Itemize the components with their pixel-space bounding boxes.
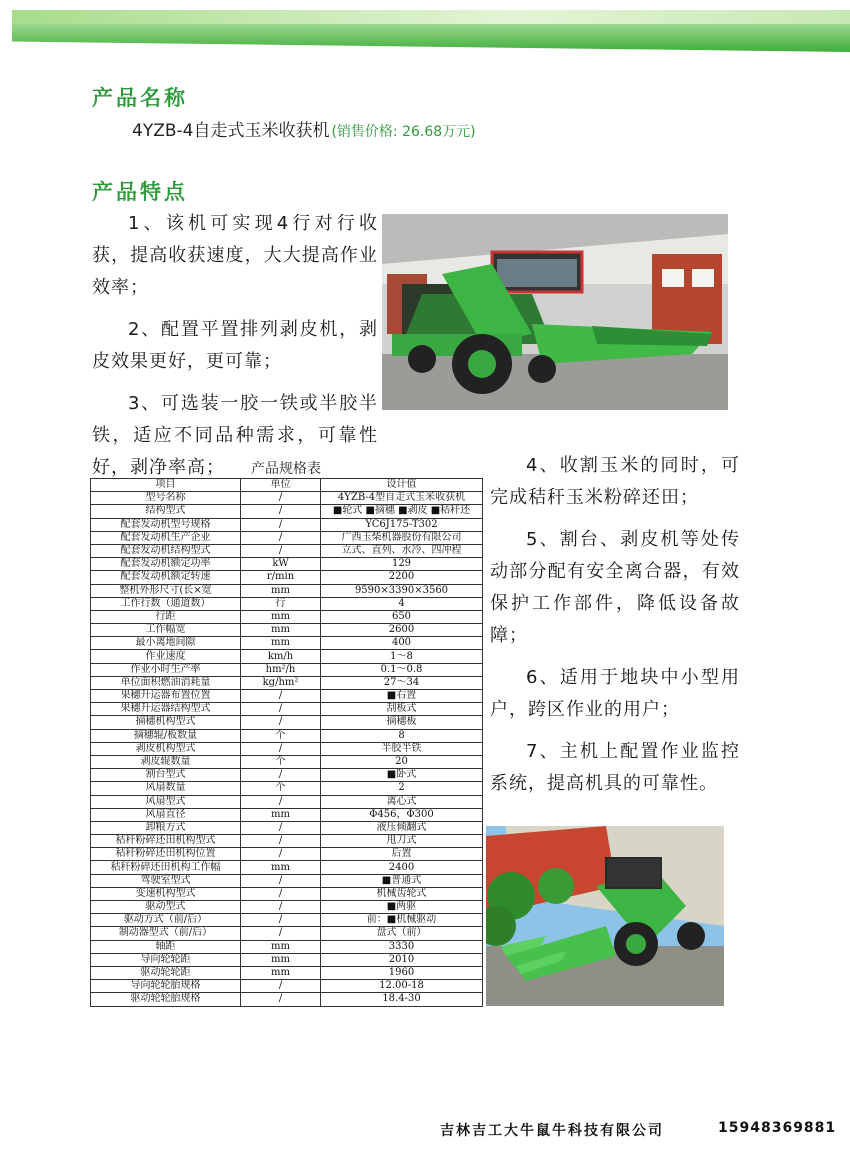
spec-value: 2200 [321, 571, 483, 584]
spec-table-header-unit: 单位 [241, 479, 321, 492]
spec-item: 最小离地间隙 [91, 637, 241, 650]
spec-value: 18.4-30 [321, 993, 483, 1006]
spec-table-row [91, 755, 483, 768]
spec-item: 单位面积燃油消耗量 [91, 676, 241, 689]
spec-table-row [91, 729, 483, 742]
spec-unit: 个 [241, 782, 321, 795]
spec-unit: mm [241, 861, 321, 874]
spec-unit: 个 [241, 729, 321, 742]
spec-item: 秸秆粉碎还田机构工作幅 [91, 861, 241, 874]
spec-table-row [91, 914, 483, 927]
spec-table-row [91, 848, 483, 861]
spec-value: ■卧式 [321, 769, 483, 782]
spec-unit: / [241, 518, 321, 531]
features-heading: 产品特点 [92, 180, 188, 204]
spec-value: 2400 [321, 861, 483, 874]
spec-table-row [91, 492, 483, 505]
spec-value: 前：■机械驱动 [321, 914, 483, 927]
spec-unit: 行 [241, 597, 321, 610]
spec-table-row [91, 993, 483, 1006]
spec-unit: mm [241, 624, 321, 637]
spec-value: 4YZB-4型自走式玉米收获机 [321, 492, 483, 505]
spec-item: 作业速度 [91, 650, 241, 663]
spec-unit: / [241, 927, 321, 940]
features-list-left [92, 208, 378, 494]
spec-table-row [91, 769, 483, 782]
spec-unit: / [241, 821, 321, 834]
spec-value: Φ456，Φ300 [321, 808, 483, 821]
spec-table-row [91, 966, 483, 979]
spec-item: 摘穗辊/板数量 [91, 729, 241, 742]
spec-item: 型号名称 [91, 492, 241, 505]
spec-item: 驾驶室型式 [91, 874, 241, 887]
feature-item: 6、适用于地块中小型用户，跨区作业的用户； [490, 667, 740, 720]
spec-unit: / [241, 769, 321, 782]
spec-unit: / [241, 835, 321, 848]
spec-item: 驱动轮轮距 [91, 966, 241, 979]
spec-item: 割台型式 [91, 769, 241, 782]
spec-table-row [91, 610, 483, 623]
spec-unit: / [241, 742, 321, 755]
spec-table-row [91, 544, 483, 557]
spec-table-row [91, 703, 483, 716]
spec-item: 驱动轮轮胎规格 [91, 993, 241, 1006]
spec-table-header-item: 项目 [91, 479, 241, 492]
spec-value: ■两驱 [321, 901, 483, 914]
spec-value: 20 [321, 755, 483, 768]
spec-table-title: 产品规格表 [251, 461, 321, 477]
feature-item: 7、主机上配置作业监控系统，提高机具的可靠性。 [490, 741, 740, 794]
spec-value: ■右置 [321, 690, 483, 703]
spec-value: 2010 [321, 953, 483, 966]
spec-unit: / [241, 795, 321, 808]
spec-item: 轴距 [91, 940, 241, 953]
spec-item: 卸粮方式 [91, 821, 241, 834]
spec-table-header-value: 设计值 [321, 479, 483, 492]
spec-item: 导向轮轮距 [91, 953, 241, 966]
spec-item: 秸秆粉碎还田机构位置 [91, 848, 241, 861]
spec-unit: / [241, 874, 321, 887]
spec-item: 风扇直径 [91, 808, 241, 821]
spec-table-row [91, 571, 483, 584]
spec-unit: mm [241, 610, 321, 623]
spec-table-row [91, 531, 483, 544]
spec-value: 650 [321, 610, 483, 623]
spec-value: 9590×3390×3560 [321, 584, 483, 597]
harvester-photo-outdoor [486, 826, 724, 1006]
spec-unit: mm [241, 584, 321, 597]
spec-value: 4 [321, 597, 483, 610]
spec-value: 离心式 [321, 795, 483, 808]
spec-value: 后置 [321, 848, 483, 861]
spec-value: 12.00-18 [321, 980, 483, 993]
spec-item: 果穗升运器结构型式 [91, 703, 241, 716]
spec-item: 作业小时生产率 [91, 663, 241, 676]
spec-value: 400 [321, 637, 483, 650]
spec-table-row [91, 663, 483, 676]
spec-unit: / [241, 914, 321, 927]
spec-unit: kg/hm² [241, 676, 321, 689]
spec-unit: / [241, 993, 321, 1006]
footer-phone: 15948369881 [718, 1120, 837, 1136]
spec-table [90, 478, 483, 1007]
spec-item: 驱动方式（前/后） [91, 914, 241, 927]
spec-item: 风扇数量 [91, 782, 241, 795]
spec-item: 秸秆粉碎还田机构型式 [91, 835, 241, 848]
spec-unit: / [241, 887, 321, 900]
features-list-right [490, 450, 740, 810]
product-name: 4YZB-4自走式玉米收获机 [132, 121, 330, 141]
spec-table-row [91, 597, 483, 610]
spec-unit: km/h [241, 650, 321, 663]
header-banner-highlight [12, 10, 850, 24]
spec-value: 3330 [321, 940, 483, 953]
spec-unit: / [241, 716, 321, 729]
spec-item: 结构型式 [91, 505, 241, 518]
spec-table-row [91, 861, 483, 874]
spec-unit: mm [241, 953, 321, 966]
spec-value: 摘穗板 [321, 716, 483, 729]
spec-value: 1960 [321, 966, 483, 979]
harvester-photo-indoor [382, 214, 728, 410]
spec-value: 液压倾翻式 [321, 821, 483, 834]
spec-table-row [91, 742, 483, 755]
spec-item: 变速机构型式 [91, 887, 241, 900]
spec-table-row [91, 980, 483, 993]
product-price: (销售价格: 26.68万元) [331, 124, 476, 140]
spec-item: 驱动型式 [91, 901, 241, 914]
spec-item: 剥皮辊数量 [91, 755, 241, 768]
spec-value: ■轮式 ■摘穗 ■剥皮 ■秸秆还 [321, 505, 483, 518]
spec-value: 半胶半铁 [321, 742, 483, 755]
feature-item: 1、该机可实现4行对行收获，提高收获速度，大大提高作业效率； [92, 213, 378, 298]
spec-unit: mm [241, 940, 321, 953]
spec-table-row [91, 676, 483, 689]
spec-table-row [91, 808, 483, 821]
spec-item: 行距 [91, 610, 241, 623]
spec-item: 整机外形尺寸(长×宽 [91, 584, 241, 597]
spec-unit: / [241, 505, 321, 518]
spec-table-row [91, 518, 483, 531]
spec-table-row [91, 821, 483, 834]
spec-item: 导向轮轮胎规格 [91, 980, 241, 993]
spec-table-row [91, 505, 483, 518]
feature-item: 3、可选装一胶一铁或半胶半铁，适应不同品种需求，可靠性好，剥净率高； [92, 393, 378, 478]
spec-table-row [91, 953, 483, 966]
spec-table-row [91, 690, 483, 703]
spec-item: 制动器型式（前/后） [91, 927, 241, 940]
spec-unit: / [241, 544, 321, 557]
spec-table-row [91, 650, 483, 663]
spec-item: 剥皮机构型式 [91, 742, 241, 755]
spec-value: 机械齿轮式 [321, 887, 483, 900]
spec-table-row [91, 624, 483, 637]
spec-value: 甩刀式 [321, 835, 483, 848]
spec-value: 129 [321, 558, 483, 571]
spec-unit: / [241, 492, 321, 505]
spec-value: 1～8 [321, 650, 483, 663]
spec-unit: / [241, 901, 321, 914]
spec-unit: / [241, 848, 321, 861]
product-name-heading: 产品名称 [92, 86, 188, 110]
spec-table-row [91, 795, 483, 808]
spec-unit: 个 [241, 755, 321, 768]
product-name-line [132, 116, 476, 141]
feature-item: 5、割台、剥皮机等处传动部分配有安全离合器，有效保护工作部件，降低设备故障； [490, 529, 740, 646]
spec-value: 8 [321, 729, 483, 742]
spec-unit: / [241, 703, 321, 716]
spec-unit: hm²/h [241, 663, 321, 676]
spec-item: 摘穗机构型式 [91, 716, 241, 729]
spec-table-row [91, 887, 483, 900]
spec-table-row [91, 782, 483, 795]
spec-table-row [91, 716, 483, 729]
spec-value: 2600 [321, 624, 483, 637]
spec-table-row [91, 637, 483, 650]
spec-table-row [91, 927, 483, 940]
footer-company: 吉林吉工大牛鼠牛科技有限公司 [440, 1123, 664, 1139]
spec-item: 配套发动机额定功率 [91, 558, 241, 571]
spec-unit: kW [241, 558, 321, 571]
spec-table-header-row [91, 479, 483, 492]
spec-table-row [91, 558, 483, 571]
spec-table-row [91, 940, 483, 953]
spec-unit: mm [241, 808, 321, 821]
spec-item: 工作行数（通道数） [91, 597, 241, 610]
spec-item: 工作幅宽 [91, 624, 241, 637]
spec-value: 盘式（前） [321, 927, 483, 940]
spec-table-row [91, 874, 483, 887]
spec-unit: / [241, 531, 321, 544]
spec-value: 27～34 [321, 676, 483, 689]
spec-item: 配套发动机型号规格 [91, 518, 241, 531]
spec-unit: / [241, 690, 321, 703]
spec-unit: / [241, 980, 321, 993]
spec-unit: mm [241, 966, 321, 979]
spec-table-row [91, 901, 483, 914]
spec-item: 配套发动机结构型式 [91, 544, 241, 557]
spec-unit: r/min [241, 571, 321, 584]
spec-value: 2 [321, 782, 483, 795]
feature-item: 4、收割玉米的同时，可完成秸秆玉米粉碎还田； [490, 455, 740, 508]
spec-value: YC6J175-T302 [321, 518, 483, 531]
spec-value: ■普通式 [321, 874, 483, 887]
spec-value: 刮板式 [321, 703, 483, 716]
spec-value: 广西玉柴机器股份有限公司 [321, 531, 483, 544]
spec-item: 风扇型式 [91, 795, 241, 808]
spec-item: 果穗升运器布置位置 [91, 690, 241, 703]
spec-item: 配套发动机生产企业 [91, 531, 241, 544]
spec-table-row [91, 835, 483, 848]
spec-value: 0.1～0.8 [321, 663, 483, 676]
spec-item: 配套发动机额定转速 [91, 571, 241, 584]
feature-item: 2、配置平置排列剥皮机，剥皮效果更好，更可靠； [92, 319, 378, 372]
spec-unit: mm [241, 637, 321, 650]
spec-value: 立式、直列、水冷、四冲程 [321, 544, 483, 557]
spec-table-row [91, 584, 483, 597]
